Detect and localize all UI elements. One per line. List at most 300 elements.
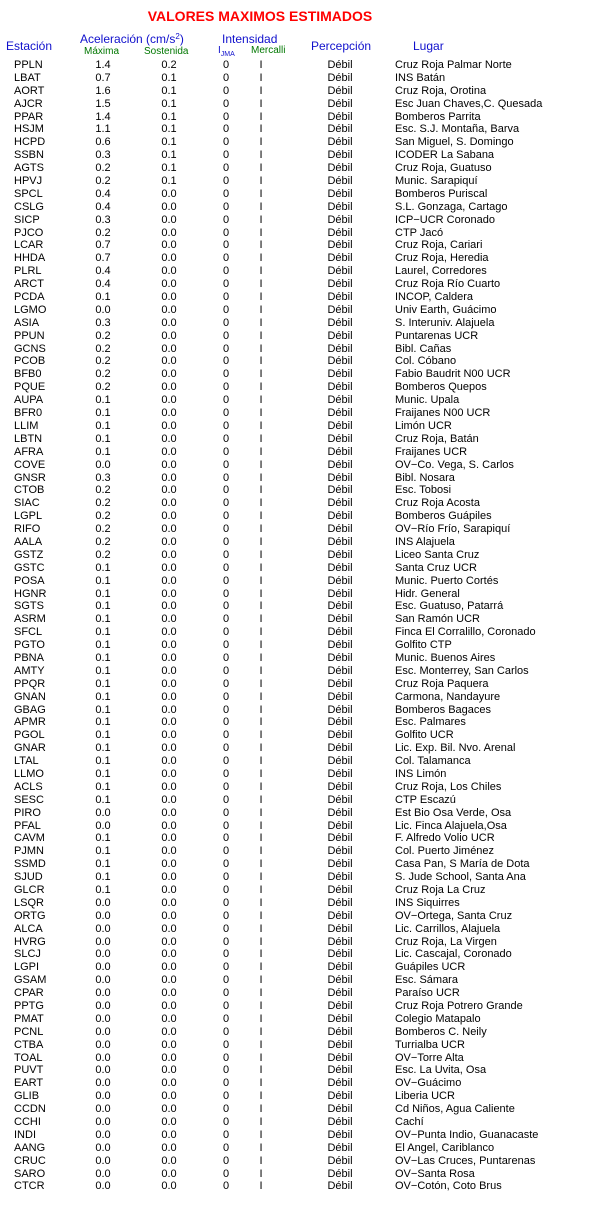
intensidad-mercalli: I [259,1038,263,1051]
aceleracion-sostenida: 0.0 [161,755,177,768]
station-code: GNAN [14,690,46,703]
table-row [0,136,590,149]
intensidad-mercalli: I [259,381,263,394]
lugar: CTP Escazú [395,793,456,806]
intensidad-ijma: 0 [222,1103,230,1116]
aceleracion-sostenida: 0.0 [161,484,177,497]
table-row [0,871,590,884]
table-row [0,858,590,871]
aceleracion-maxima: 0.1 [95,884,111,896]
percepcion: Débil [327,535,353,548]
intensidad-ijma: 0 [222,793,230,806]
lugar: Lic. Cascajal, Coronado [395,948,512,961]
percepcion: Débil [327,832,353,845]
intensidad-mercalli: I [259,832,263,845]
intensidad-ijma: 0 [222,819,230,832]
station-code: ACLS [14,780,43,793]
aceleracion-sostenida: 0.1 [161,97,177,110]
station-code: BFR0 [14,407,43,420]
aceleracion-sostenida: 0.0 [161,471,177,484]
intensidad-mercalli: I [259,1077,263,1090]
percepcion: Débil [327,368,353,381]
aceleracion-sostenida: 0.0 [161,252,177,265]
intensidad-mercalli: I [259,226,263,239]
table-row [0,497,590,510]
table-row [0,227,590,240]
lugar: Cruz Roja Potrero Grande [395,1000,523,1013]
table-row [0,111,590,124]
aceleracion-maxima: 0.7 [95,71,111,84]
aceleracion-sostenida: 0.0 [161,1064,177,1077]
lugar: El Angel, Cariblanco [395,1141,495,1154]
aceleracion-sostenida: 0.0 [161,884,177,896]
intensidad-ijma: 0 [222,767,230,780]
percepcion: Débil [327,136,353,149]
aceleracion-maxima: 0.2 [95,175,111,188]
station-code: GNAR [14,742,46,755]
station-code: ALCA [14,922,43,935]
intensidad-mercalli: I [259,1051,263,1064]
aceleracion-maxima: 0.0 [95,1116,111,1129]
lugar: Liceo Santa Cruz [395,548,480,561]
intensidad-mercalli: I [259,471,263,484]
aceleracion-maxima: 0.4 [95,187,111,200]
header-aceleracion [80,32,184,46]
aceleracion-sostenida: 0.0 [161,651,177,664]
intensidad-mercalli: I [259,987,263,1000]
intensidad-ijma: 0 [222,1128,230,1141]
intensidad-ijma: 0 [222,1038,230,1051]
intensidad-ijma: 0 [222,381,230,394]
station-code: PCOB [14,355,46,368]
lugar: Bibl. Cañas [395,342,452,355]
table-row [0,974,590,987]
aceleracion-maxima: 0.0 [95,458,111,471]
table-row [0,1168,590,1181]
intensidad-mercalli: I [259,523,263,536]
lugar: Limón UCR [395,419,452,432]
table-row [0,381,590,394]
intensidad-ijma: 0 [222,71,230,84]
station-code: PLRL [14,265,42,278]
intensidad-mercalli: I [259,110,263,123]
intensidad-ijma: 0 [222,226,230,239]
lugar: INS Batán [395,71,446,84]
intensidad-mercalli: I [259,1000,263,1013]
header-maxima: Máxima [84,46,120,57]
station-code: SSBN [14,149,44,162]
aceleracion-maxima: 0.1 [95,742,111,755]
aceleracion-sostenida: 0.0 [161,639,177,652]
lugar: Paraíso UCR [395,987,460,1000]
intensidad-ijma: 0 [222,149,230,162]
lugar: Cruz Roja, Batán [395,432,479,445]
lugar: Esc. Sámara [395,974,458,987]
aceleracion-sostenida: 0.0 [161,381,177,394]
station-code: PJCO [14,226,44,239]
aceleracion-maxima: 0.7 [95,239,111,252]
aceleracion-maxima: 0.1 [95,613,111,626]
aceleracion-sostenida: 0.0 [161,806,177,819]
intensidad-mercalli: I [259,355,263,368]
table-row [0,832,590,845]
aceleracion-maxima: 0.1 [95,767,111,780]
aceleracion-maxima: 0.3 [95,316,111,329]
table-row [0,678,590,691]
aceleracion-sostenida: 0.0 [161,510,177,523]
table-row [0,1052,590,1065]
aceleracion-maxima: 0.3 [95,471,111,484]
station-code: SJUD [14,871,43,884]
aceleracion-sostenida: 0.1 [161,84,177,97]
lugar: Univ Earth, Guácimo [395,303,497,316]
lugar: Golfito UCR [395,729,454,742]
aceleracion-sostenida: 0.1 [161,71,177,84]
percepcion: Débil [327,484,353,497]
station-code: LCAR [14,239,44,252]
table-row [0,1064,590,1077]
aceleracion-sostenida: 0.0 [161,935,177,948]
station-code: ARCT [14,278,44,291]
intensidad-ijma: 0 [222,419,230,432]
table-row [0,343,590,356]
lugar: Esc. S.J. Montaña, Barva [395,123,520,136]
table-row [0,549,590,562]
aceleracion-maxima: 0.1 [95,651,111,664]
percepcion: Débil [327,664,353,677]
station-code: PPLN [14,59,43,71]
aceleracion-maxima: 0.0 [95,1012,111,1025]
lugar: OV−Guácimo [395,1077,462,1090]
intensidad-ijma: 0 [222,755,230,768]
percepcion: Débil [327,329,353,342]
aceleracion-maxima: 0.0 [95,974,111,987]
percepcion: Débil [327,1051,353,1064]
lugar: Bomberos Parrita [395,110,481,123]
intensidad-ijma: 0 [222,561,230,574]
lugar: Casa Pan, S María de Dota [395,858,530,871]
lugar: Est Bio Osa Verde, Osa [395,806,512,819]
station-code: CCHI [14,1116,41,1129]
intensidad-ijma: 0 [222,458,230,471]
intensidad-mercalli: I [259,239,263,252]
intensidad-ijma: 0 [222,548,230,561]
aceleracion-maxima: 0.1 [95,793,111,806]
station-code: RIFO [14,523,41,536]
aceleracion-sostenida: 0.0 [161,239,177,252]
lugar: Lic. Exp. Bil. Nvo. Arenal [395,742,516,755]
aceleracion-maxima: 0.0 [95,1090,111,1103]
intensidad-ijma: 0 [222,639,230,652]
table-row [0,123,590,136]
percepcion: Débil [327,445,353,458]
table-row [0,291,590,304]
aceleracion-sostenida: 0.0 [161,987,177,1000]
intensidad-mercalli: I [259,1154,263,1167]
intensidad-ijma: 0 [222,97,230,110]
table-row [0,716,590,729]
table-row [0,420,590,433]
intensidad-mercalli: I [259,407,263,420]
percepcion: Débil [327,278,353,291]
aceleracion-sostenida: 0.0 [161,265,177,278]
table-row [0,1142,590,1155]
table-row [0,1155,590,1168]
aceleracion-maxima: 0.1 [95,703,111,716]
intensidad-mercalli: I [259,1167,263,1180]
percepcion: Débil [327,1128,353,1141]
intensidad-ijma: 0 [222,948,230,961]
station-code: ASIA [14,316,40,329]
aceleracion-sostenida: 0.0 [161,1000,177,1013]
aceleracion-sostenida: 0.0 [161,574,177,587]
station-code: CCDN [14,1103,46,1116]
intensidad-ijma: 0 [222,1012,230,1025]
intensidad-mercalli: I [259,935,263,948]
station-code: LGPL [14,510,43,523]
percepcion: Débil [327,381,353,394]
intensidad-ijma: 0 [222,574,230,587]
lugar: Bomberos Bagaces [395,703,491,716]
station-code: PUVT [14,1064,44,1077]
aceleracion-sostenida: 0.0 [161,1051,177,1064]
aceleracion-sostenida: 0.0 [161,226,177,239]
intensidad-ijma: 0 [222,445,230,458]
station-code: SGTS [14,600,44,613]
intensidad-ijma: 0 [222,806,230,819]
table-row [0,742,590,755]
intensidad-mercalli: I [259,535,263,548]
intensidad-mercalli: I [259,162,263,175]
table-row [0,446,590,459]
percepcion: Débil [327,1077,353,1090]
intensidad-ijma: 0 [222,677,230,690]
percepcion: Débil [327,909,353,922]
intensidad-ijma: 0 [222,329,230,342]
station-code: HSJM [14,123,44,136]
table-row [0,562,590,575]
aceleracion-sostenida: 0.0 [161,600,177,613]
aceleracion-maxima: 0.2 [95,162,111,175]
station-code: GSTC [14,561,45,574]
percepcion: Débil [327,510,353,523]
aceleracion-maxima: 1.6 [95,84,111,97]
table-row [0,626,590,639]
table-row [0,575,590,588]
intensidad-ijma: 0 [222,626,230,639]
aceleracion-maxima: 0.1 [95,394,111,407]
intensidad-mercalli: I [259,187,263,200]
lugar: Cruz Roja, Cariari [395,239,483,252]
intensidad-ijma: 0 [222,613,230,626]
intensidad-ijma: 0 [222,110,230,123]
intensidad-ijma: 0 [222,213,230,226]
aceleracion-maxima: 0.0 [95,1051,111,1064]
intensidad-ijma: 0 [222,858,230,871]
aceleracion-maxima: 0.1 [95,626,111,639]
table-row [0,1077,590,1090]
table-row [0,278,590,291]
lugar: Cruz Roja Palmar Norte [395,59,512,71]
lugar: Cruz Roja, Guatuso [395,162,492,175]
aceleracion-sostenida: 0.0 [161,767,177,780]
table-row [0,1180,590,1193]
intensidad-ijma: 0 [222,1180,230,1193]
station-code: CTOB [14,484,45,497]
table-row [0,588,590,601]
aceleracion-maxima: 0.1 [95,780,111,793]
aceleracion-sostenida: 0.0 [161,845,177,858]
intensidad-ijma: 0 [222,987,230,1000]
station-code: SESC [14,793,44,806]
station-code: PMAT [14,1012,44,1025]
table-row [0,1090,590,1103]
lugar: Guápiles UCR [395,961,466,974]
aceleracion-maxima: 0.6 [95,136,111,149]
aceleracion-maxima: 0.1 [95,561,111,574]
percepcion: Débil [327,175,353,188]
aceleracion-sostenida: 0.0 [161,419,177,432]
intensidad-mercalli: I [259,884,263,896]
aceleracion-maxima: 0.3 [95,149,111,162]
intensidad-mercalli: I [259,213,263,226]
table-row [0,265,590,278]
header-intensidad: Intensidad [222,32,278,46]
station-code: ASRM [14,613,46,626]
table-row [0,704,590,717]
aceleracion-maxima: 1.1 [95,123,111,136]
intensidad-mercalli: I [259,368,263,381]
station-code: HPVJ [14,175,43,188]
station-code: GNSR [14,471,46,484]
header-ijma-sub: JMA [220,51,235,58]
lugar: S. Jude School, Santa Ana [395,871,526,884]
intensidad-mercalli: I [259,59,263,71]
aceleracion-maxima: 0.0 [95,935,111,948]
table-row [0,820,590,833]
intensidad-mercalli: I [259,123,263,136]
aceleracion-sostenida: 0.0 [161,690,177,703]
percepcion: Débil [327,948,353,961]
lugar: Bomberos Quepos [395,381,487,394]
station-code: PBNA [14,651,44,664]
intensidad-ijma: 0 [222,484,230,497]
aceleracion-maxima: 0.0 [95,1141,111,1154]
aceleracion-maxima: 0.0 [95,1077,111,1090]
header-percepcion: Percepción [311,39,372,53]
aceleracion-maxima: 0.1 [95,664,111,677]
aceleracion-maxima: 0.1 [95,291,111,304]
intensidad-ijma: 0 [222,935,230,948]
aceleracion-maxima: 1.4 [95,110,111,123]
percepcion: Débil [327,884,353,896]
station-code: PCNL [14,1025,44,1038]
station-code: BFB0 [14,368,42,381]
percepcion: Débil [327,587,353,600]
aceleracion-maxima: 0.0 [95,1000,111,1013]
percepcion: Débil [327,1141,353,1154]
intensidad-mercalli: I [259,961,263,974]
intensidad-ijma: 0 [222,1000,230,1013]
aceleracion-maxima: 0.2 [95,342,111,355]
lugar: Puntarenas UCR [395,329,479,342]
aceleracion-maxima: 0.0 [95,1025,111,1038]
percepcion: Débil [327,59,353,71]
table-row [0,1129,590,1142]
aceleracion-sostenida: 0.0 [161,407,177,420]
lugar: Lic. Finca Alajuela,Osa [395,819,507,832]
intensidad-mercalli: I [259,200,263,213]
aceleracion-sostenida: 0.2 [161,59,177,71]
lugar: Santa Cruz UCR [395,561,477,574]
percepcion: Débil [327,690,353,703]
station-code: TOAL [14,1051,43,1064]
intensidad-mercalli: I [259,1128,263,1141]
lugar: INCOP, Caldera [395,291,474,304]
intensidad-ijma: 0 [222,59,230,71]
lugar: Esc. La Uvita, Osa [395,1064,487,1077]
intensidad-mercalli: I [259,316,263,329]
station-code: PIRO [14,806,41,819]
station-code: AJCR [14,97,43,110]
intensidad-ijma: 0 [222,84,230,97]
aceleracion-maxima: 0.1 [95,755,111,768]
aceleracion-sostenida: 0.0 [161,664,177,677]
aceleracion-sostenida: 0.0 [161,561,177,574]
percepcion: Débil [327,845,353,858]
station-code: CPAR [14,987,44,1000]
station-code: AALA [14,535,43,548]
aceleracion-sostenida: 0.0 [161,1128,177,1141]
percepcion: Débil [327,793,353,806]
aceleracion-sostenida: 0.0 [161,793,177,806]
percepcion: Débil [327,626,353,639]
lugar: F. Alfredo Volio UCR [395,832,495,845]
table-row [0,897,590,910]
percepcion: Débil [327,755,353,768]
lugar: Cachí [395,1116,424,1129]
intensidad-ijma: 0 [222,239,230,252]
aceleracion-maxima: 0.1 [95,858,111,871]
aceleracion-maxima: 1.4 [95,59,111,71]
table-row [0,317,590,330]
lugar: OV−Torre Alta [395,1051,464,1064]
percepcion: Débil [327,316,353,329]
percepcion: Débil [327,639,353,652]
intensidad-mercalli: I [259,664,263,677]
intensidad-mercalli: I [259,742,263,755]
intensidad-mercalli: I [259,793,263,806]
table-row [0,961,590,974]
intensidad-ijma: 0 [222,497,230,510]
table-row [0,1000,590,1013]
lugar: INS Limón [395,767,447,780]
aceleracion-maxima: 0.0 [95,1154,111,1167]
aceleracion-sostenida: 0.0 [161,1141,177,1154]
intensidad-mercalli: I [259,136,263,149]
aceleracion-maxima: 0.1 [95,574,111,587]
lugar: Fraijanes UCR [395,445,468,458]
station-code: LTAL [14,755,39,768]
aceleracion-sostenida: 0.0 [161,587,177,600]
intensidad-ijma: 0 [222,845,230,858]
aceleracion-maxima: 0.0 [95,1103,111,1116]
intensidad-ijma: 0 [222,123,230,136]
station-code: AANG [14,1141,46,1154]
percepcion: Débil [327,806,353,819]
station-code: CAVM [14,832,45,845]
percepcion: Débil [327,677,353,690]
